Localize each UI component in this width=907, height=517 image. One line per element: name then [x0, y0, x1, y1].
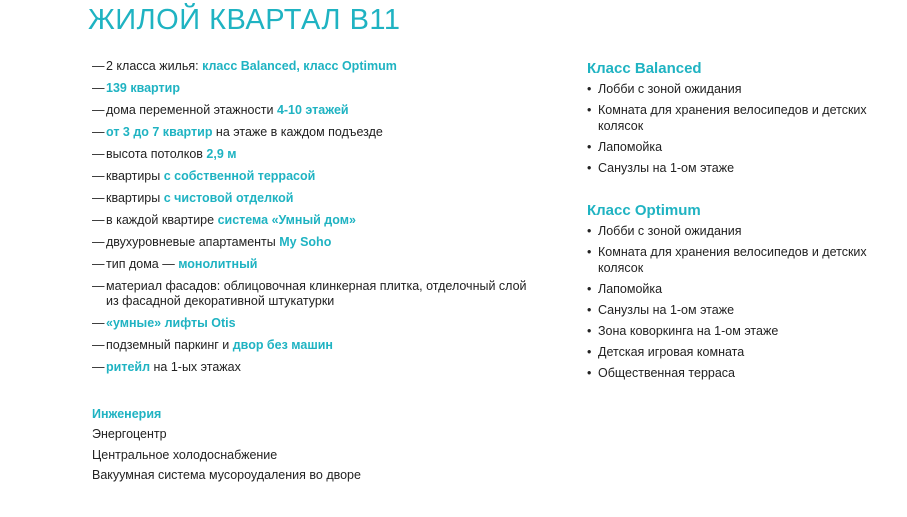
- feature-text: подземный паркинг и: [106, 338, 233, 352]
- bullet-dot: •: [587, 103, 592, 117]
- balanced-item-text: Санузлы на 1-ом этаже: [598, 160, 735, 175]
- feature-item: [92, 59, 532, 74]
- optimum-item: [587, 303, 887, 319]
- balanced-item: [587, 161, 887, 177]
- feature-text: на 1-ых этажах: [150, 360, 241, 374]
- engineering-item: Вакуумная система мусороудаления во дворе: [92, 468, 361, 482]
- optimum-list: [587, 224, 887, 381]
- feature-text: квартиры: [106, 169, 164, 183]
- feature-text: квартиры: [106, 191, 164, 205]
- balanced-item-text: Лапомойка: [598, 139, 663, 154]
- dash-marker: —: [92, 59, 105, 73]
- dash-marker: —: [92, 169, 105, 183]
- balanced-item-text: Комната для хранения велосипедов и детских колясок: [598, 103, 867, 133]
- engineering-heading: Инженерия: [92, 407, 162, 421]
- bullet-dot: •: [587, 281, 592, 296]
- feature-highlight: «умные» лифты Otis: [106, 316, 236, 330]
- feature-item: [92, 257, 532, 272]
- feature-highlight: монолитный: [178, 257, 258, 271]
- page-title: ЖИЛОЙ КВАРТАЛ В11: [88, 4, 401, 36]
- optimum-item-text: Санузлы на 1-ом этаже: [598, 302, 735, 317]
- balanced-section: [587, 60, 887, 182]
- bullet-dot: •: [587, 245, 592, 259]
- bullet-dot: •: [587, 160, 592, 175]
- bullet-dot: •: [587, 344, 592, 359]
- feature-text: тип дома —: [106, 257, 179, 271]
- bullet-dot: •: [587, 365, 592, 380]
- feature-item: [92, 279, 532, 309]
- feature-item: [92, 316, 532, 331]
- dash-marker: —: [92, 338, 105, 352]
- feature-highlight: 2,9 м: [206, 147, 237, 161]
- optimum-item: [587, 366, 887, 382]
- balanced-item: [587, 82, 887, 98]
- dash-marker: —: [92, 81, 105, 95]
- dash-marker: —: [92, 147, 105, 161]
- feature-text: 2 класса жилья:: [106, 59, 203, 73]
- balanced-list: [587, 82, 887, 176]
- optimum-item: [587, 245, 887, 276]
- optimum-item-text: Общественная терраса: [598, 365, 735, 380]
- dash-marker: —: [92, 125, 105, 139]
- optimum-item: [587, 282, 887, 298]
- engineering-item: Центральное холодоснабжение: [92, 447, 278, 462]
- feature-item: [92, 338, 532, 353]
- feature-highlight: с чистовой отделкой: [163, 191, 294, 205]
- feature-item: [92, 191, 532, 206]
- dash-marker: —: [92, 191, 105, 205]
- feature-highlight: 139 квартир: [106, 81, 180, 95]
- feature-item: [92, 81, 532, 96]
- dash-marker: —: [92, 360, 105, 374]
- feature-highlight: My Soho: [279, 235, 332, 249]
- bullet-dot: •: [587, 82, 592, 96]
- optimum-item-text: Лапомойка: [598, 281, 663, 296]
- feature-highlight: двор без машин: [232, 338, 333, 352]
- optimum-section: [587, 202, 887, 387]
- features-list: [92, 59, 532, 382]
- dash-marker: —: [92, 279, 105, 293]
- balanced-heading: Класс Balanced: [587, 60, 702, 77]
- optimum-item: [587, 324, 887, 340]
- balanced-item: [587, 103, 887, 134]
- feature-item: [92, 360, 532, 375]
- bullet-dot: •: [587, 224, 592, 238]
- feature-text: материал фасадов: облицовочная клинкерная плитка, отделочный слой из фасадной декоративной штукатурки: [106, 279, 527, 308]
- feature-item: [92, 213, 532, 228]
- bullet-dot: •: [587, 323, 592, 338]
- feature-text: на этаже в каждом подъезде: [212, 125, 383, 139]
- balanced-item-text: Лобби с зоной ожидания: [598, 82, 742, 96]
- feature-item: [92, 169, 532, 184]
- feature-item: [92, 103, 532, 118]
- engineering-section: [92, 407, 361, 489]
- optimum-item-text: Лобби с зоной ожидания: [598, 224, 742, 238]
- optimum-heading: Класс Optimum: [587, 202, 701, 219]
- feature-highlight: от 3 до 7 квартир: [106, 125, 213, 139]
- feature-item: [92, 235, 532, 250]
- feature-text: в каждой квартире: [106, 213, 218, 227]
- feature-highlight: с собственной террасой: [163, 169, 316, 183]
- engineering-item: Энергоцентр: [92, 427, 167, 441]
- dash-marker: —: [92, 213, 105, 227]
- feature-text: высота потолков: [106, 147, 207, 161]
- feature-item: [92, 125, 532, 140]
- optimum-item-text: Комната для хранения велосипедов и детских колясок: [598, 245, 867, 275]
- feature-text: двухуровневые апартаменты: [106, 235, 280, 249]
- feature-highlight: 4-10 этажей: [276, 103, 349, 117]
- feature-highlight: система «Умный дом»: [217, 213, 356, 227]
- bullet-dot: •: [587, 139, 592, 154]
- feature-highlight: ритейл: [106, 360, 151, 374]
- optimum-item-text: Детская игровая комната: [598, 344, 745, 359]
- bullet-dot: •: [587, 302, 592, 317]
- dash-marker: —: [92, 235, 105, 249]
- optimum-item-text: Зона коворкинга на 1-ом этаже: [598, 323, 779, 338]
- feature-item: [92, 147, 532, 162]
- feature-text: дома переменной этажности: [106, 103, 277, 117]
- balanced-item: [587, 140, 887, 156]
- optimum-item: [587, 345, 887, 361]
- dash-marker: —: [92, 103, 105, 117]
- feature-highlight: класс Balanced, класс Optimum: [202, 59, 397, 73]
- optimum-item: [587, 224, 887, 240]
- dash-marker: —: [92, 257, 105, 271]
- dash-marker: —: [92, 316, 105, 330]
